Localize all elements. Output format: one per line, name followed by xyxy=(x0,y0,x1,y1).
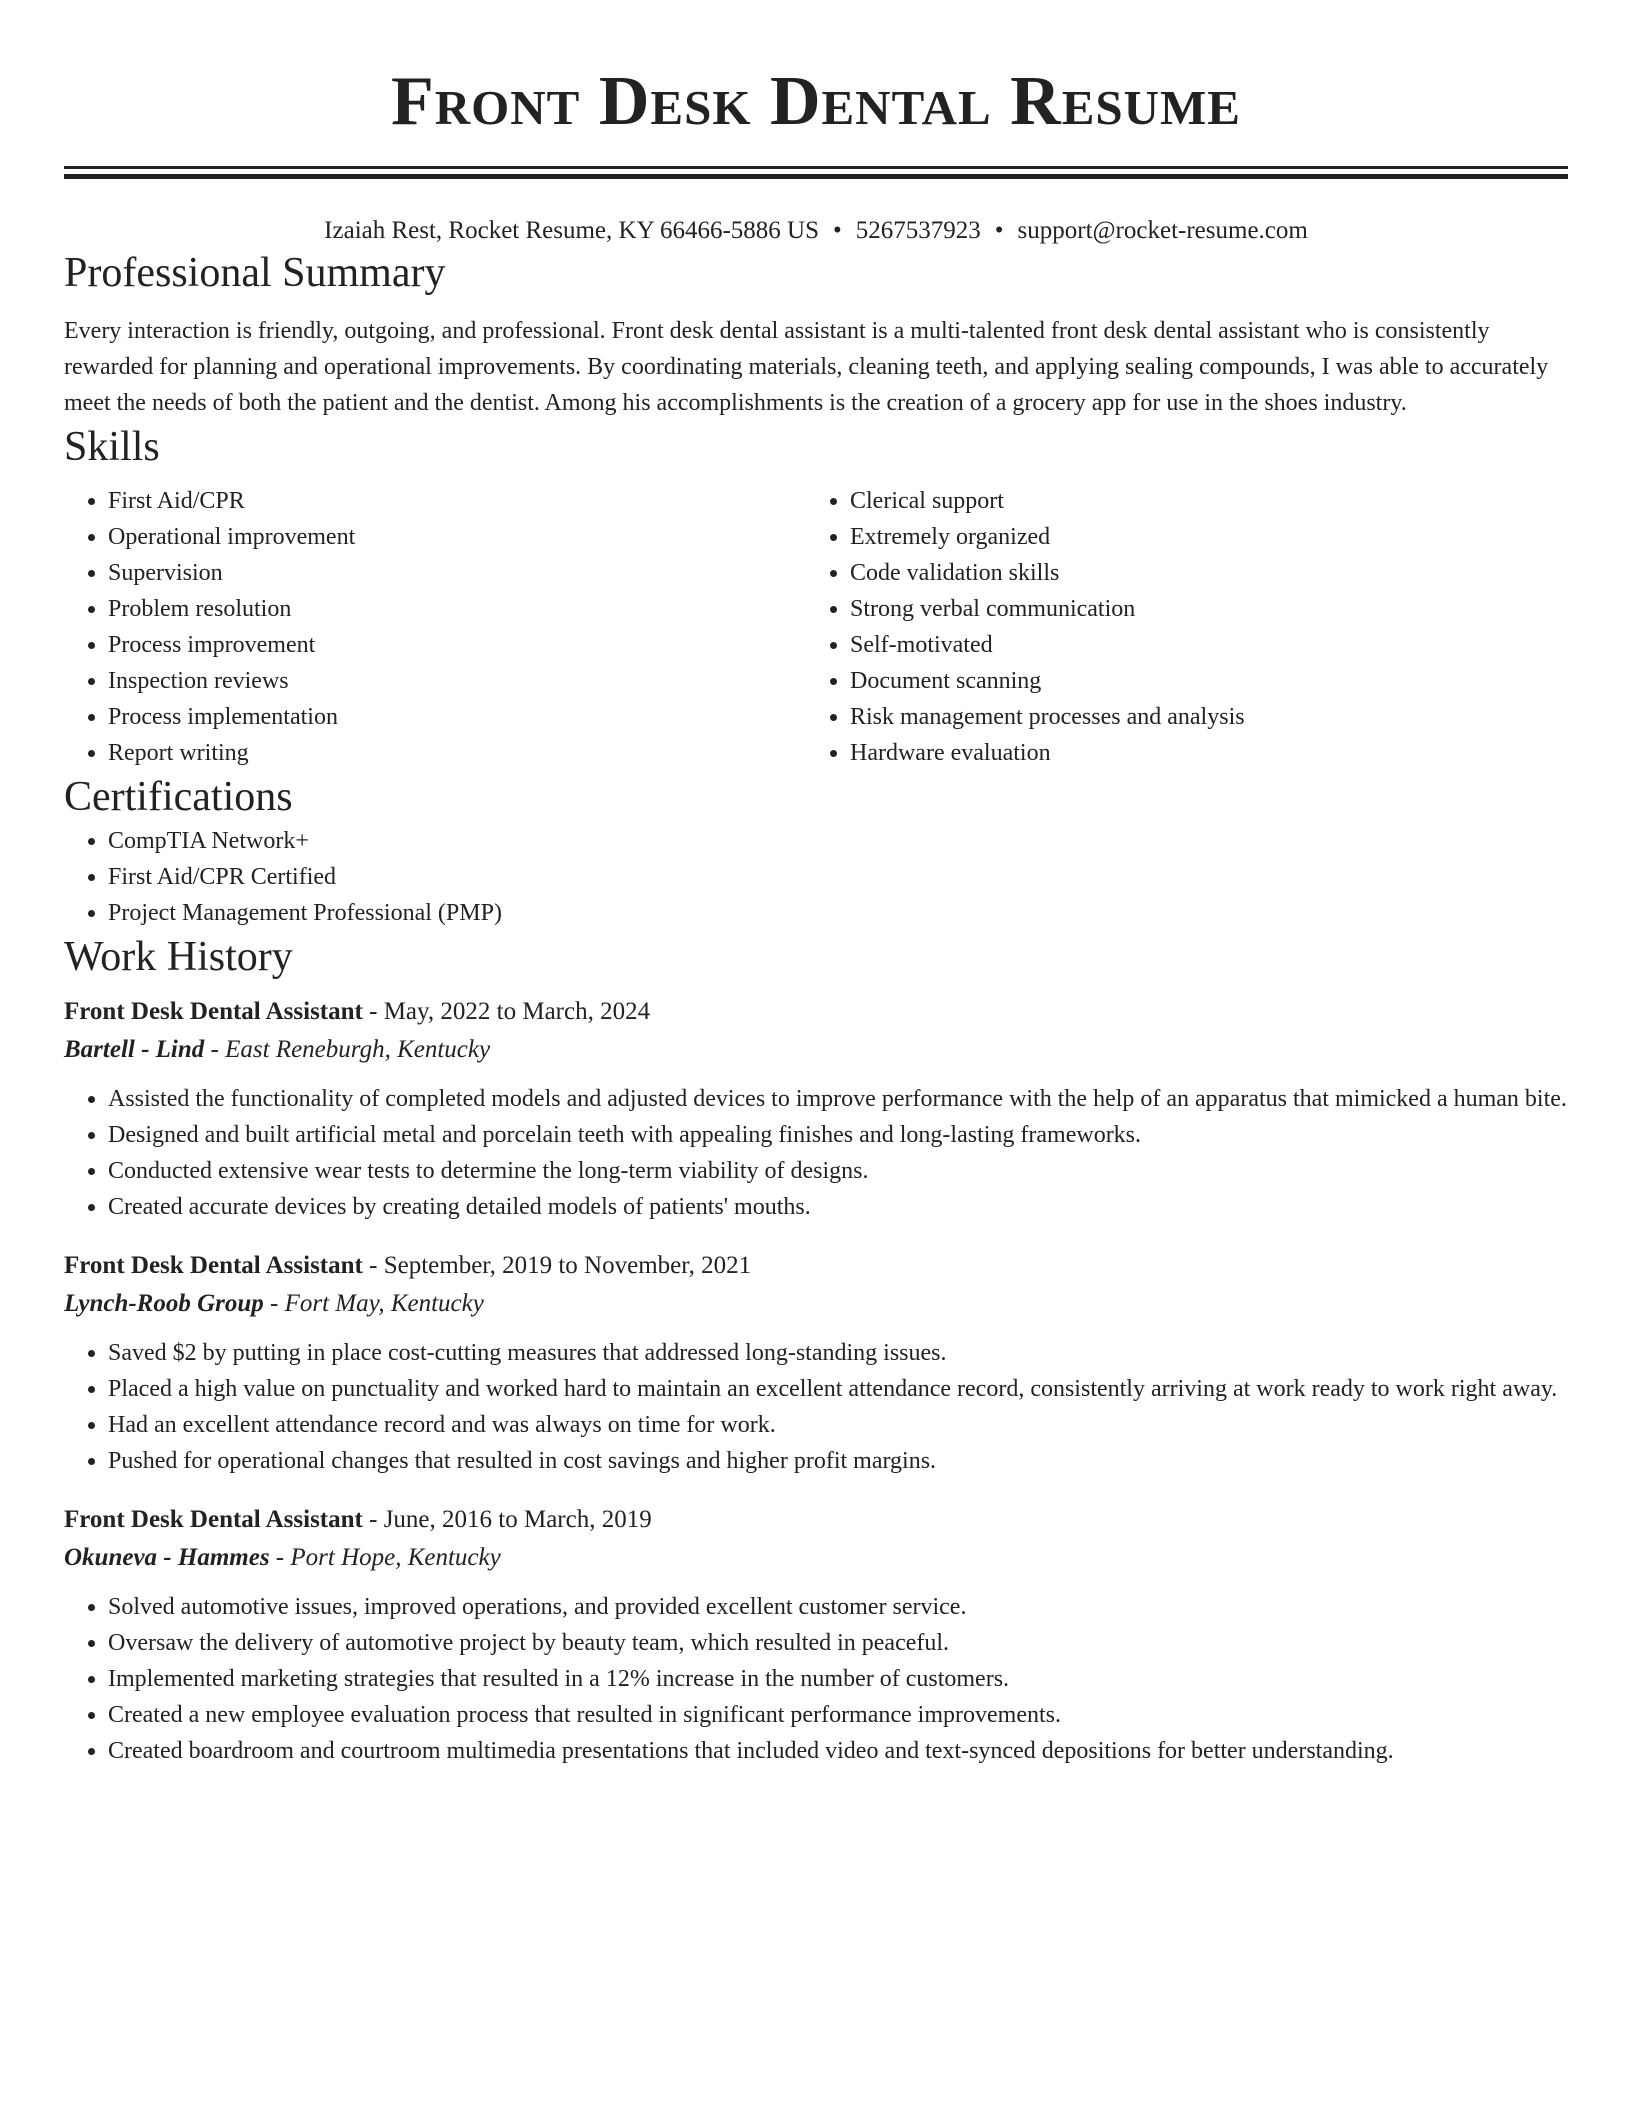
job-title: Front Desk Dental Assistant xyxy=(64,1252,363,1279)
job-duties xyxy=(64,1335,1568,1479)
contact-line xyxy=(64,215,1568,247)
skill-item: • Report writing xyxy=(108,735,806,771)
summary-heading: Professional Summary xyxy=(64,250,446,296)
job-company: Okuneva - Hammes xyxy=(64,1544,270,1571)
job-location: - Fort May, Kentucky xyxy=(263,1290,484,1317)
title-divider-thick xyxy=(64,174,1568,179)
job-duty-item: • Placed a high value on punctuality and worked hard to maintain an excellent attendance record, consistently arriving at work ready to work right away. xyxy=(108,1371,1568,1407)
skill-item: • Risk management processes and analysis xyxy=(850,699,1548,735)
skill-item: • Code validation skills xyxy=(850,555,1548,591)
certification-item: • Project Management Professional (PMP) xyxy=(108,895,1568,931)
title-divider-thin xyxy=(64,166,1568,169)
certifications-list xyxy=(64,823,1568,931)
job-title-line xyxy=(64,1247,1568,1285)
job-company: Lynch-Roob Group xyxy=(64,1290,264,1317)
skill-item: • Hardware evaluation xyxy=(850,735,1548,771)
contact-email[interactable]: support@rocket-resume.com xyxy=(1017,217,1308,244)
job-title: Front Desk Dental Assistant xyxy=(64,998,363,1025)
job-duty-item: • Implemented marketing strategies that resulted in a 12% increase in the number of customers. xyxy=(108,1661,1568,1697)
job-title-line xyxy=(64,1501,1568,1539)
job-duty-item: • Assisted the functionality of completed models and adjusted devices to improve performance with the help of an apparatus that mimicked a human bite. xyxy=(108,1081,1568,1117)
job-duty-item: • Created accurate devices by creating detailed models of patients' mouths. xyxy=(108,1189,1568,1225)
job-company-line xyxy=(64,1285,1568,1323)
job-duties xyxy=(64,1589,1568,1769)
job-duty-item: • Pushed for operational changes that resulted in cost savings and higher profit margins. xyxy=(108,1443,1568,1479)
job-duty-item: • Created boardroom and courtroom multimedia presentations that included video and text-synced depositions for better understanding. xyxy=(108,1733,1568,1769)
skill-item: • Inspection reviews xyxy=(108,663,806,699)
job-entry xyxy=(64,1501,1568,1769)
skill-item: • Self-motivated xyxy=(850,627,1548,663)
skills-column-left xyxy=(64,483,806,771)
skill-item: • Extremely organized xyxy=(850,519,1548,555)
job-duty-item: • Created a new employee evaluation process that resulted in significant performance improvements. xyxy=(108,1697,1568,1733)
skills-heading: Skills xyxy=(64,424,160,470)
page-title: Front Desk Dental Resume xyxy=(391,63,1241,140)
certification-item: • CompTIA Network+ xyxy=(108,823,1568,859)
skill-item: • Clerical support xyxy=(850,483,1548,519)
resume-page xyxy=(64,0,1568,1769)
job-dates: - May, 2022 to March, 2024 xyxy=(362,998,651,1025)
skill-item: • Supervision xyxy=(108,555,806,591)
contact-phone: 5267537923 xyxy=(855,217,981,244)
job-company: Bartell - Lind xyxy=(64,1036,205,1063)
skills-list-right xyxy=(806,483,1548,771)
job-entry xyxy=(64,1247,1568,1479)
job-location: - Port Hope, Kentucky xyxy=(269,1544,501,1571)
skill-item: • Document scanning xyxy=(850,663,1548,699)
job-dates: - June, 2016 to March, 2019 xyxy=(362,1506,652,1533)
skill-item: • Problem resolution xyxy=(108,591,806,627)
job-location: - East Reneburgh, Kentucky xyxy=(204,1036,491,1063)
skill-item: • Operational improvement xyxy=(108,519,806,555)
skill-item: • Process improvement xyxy=(108,627,806,663)
certification-item: • First Aid/CPR Certified xyxy=(108,859,1568,895)
contact-address: Izaiah Rest, Rocket Resume, KY 66466-5886 US xyxy=(324,217,819,244)
work-history-heading: Work History xyxy=(64,934,293,980)
job-title-line xyxy=(64,993,1568,1031)
job-duties xyxy=(64,1081,1568,1225)
job-title: Front Desk Dental Assistant xyxy=(64,1506,363,1533)
skills-column-right xyxy=(806,483,1548,771)
skills-list-left xyxy=(64,483,806,771)
job-duty-item: • Solved automotive issues, improved operations, and provided excellent customer service. xyxy=(108,1589,1568,1625)
contact-separator: • xyxy=(833,217,842,244)
job-company-line xyxy=(64,1031,1568,1069)
certifications-heading: Certifications xyxy=(64,774,293,820)
job-duty-item: • Had an excellent attendance record and was always on time for work. xyxy=(108,1407,1568,1443)
contact-separator: • xyxy=(994,217,1004,244)
skills-grid xyxy=(64,483,1568,771)
job-duty-item: • Designed and built artificial metal and porcelain teeth with appealing finishes and long-lasting frameworks. xyxy=(108,1117,1568,1153)
summary-text: Every interaction is friendly, outgoing, and professional. Front desk dental assistant is a multi-talented front desk dental assistant who is consistently rewarded for planning and operational improvements. By coordinating materials, cleaning teeth, and applying sealing compounds, I was able to accurately meet the needs of both the patient and the dentist. Among his accomplishments is the creation of a grocery app for use in the shoes industry. xyxy=(64,318,1549,416)
job-duty-item: • Saved $2 by putting in place cost-cutting measures that addressed long-standing issues. xyxy=(108,1335,1568,1371)
skill-item: • Strong verbal communication xyxy=(850,591,1548,627)
job-company-line xyxy=(64,1539,1568,1577)
skill-item: • First Aid/CPR xyxy=(108,483,806,519)
job-entry xyxy=(64,993,1568,1225)
job-duty-item: • Oversaw the delivery of automotive project by beauty team, which resulted in peaceful. xyxy=(108,1625,1568,1661)
job-duty-item: • Conducted extensive wear tests to determine the long-term viability of designs. xyxy=(108,1153,1568,1189)
skill-item: • Process implementation xyxy=(108,699,806,735)
job-dates: - September, 2019 to November, 2021 xyxy=(362,1252,752,1279)
